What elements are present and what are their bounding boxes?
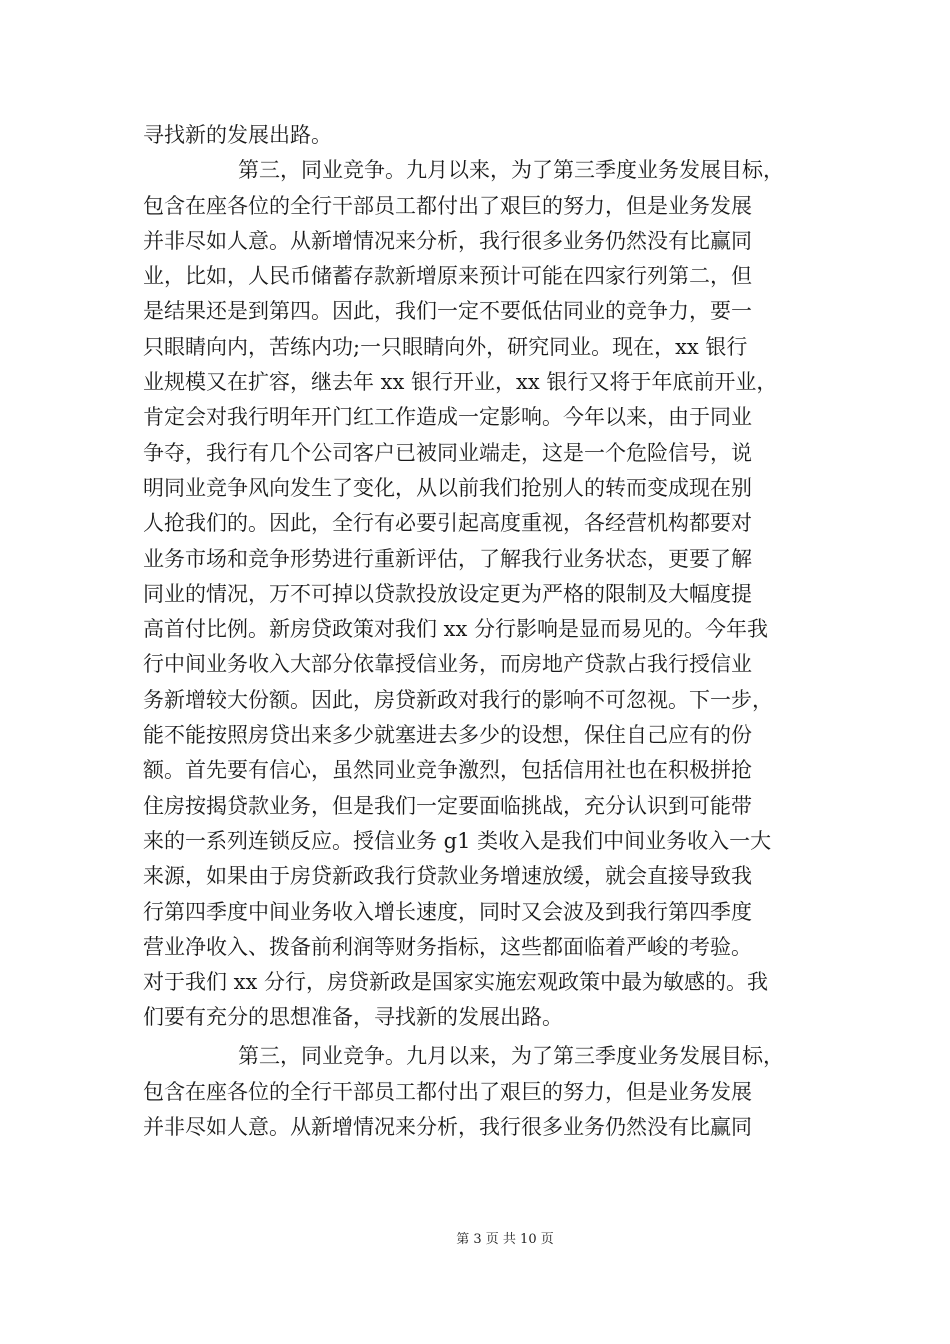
text-line: 行中间业务收入大部分依靠授信业务，而房地产贷款占我行授信业 bbox=[143, 652, 752, 677]
text-line: 住房按揭贷款业务，但是我们一定要面临挑战，充分认识到可能带 bbox=[143, 793, 752, 818]
text-line: 并非尽如人意。从新增情况来分析，我行很多业务仍然没有比赢同 bbox=[143, 1114, 752, 1139]
text-line: 营业净收入、拨备前利润等财务指标，这些都面临着严峻的考验。 bbox=[143, 934, 752, 959]
text-line: 能不能按照房贷出来多少就塞进去多少的设想，保住自己应有的份 bbox=[143, 723, 752, 748]
text-line: 争夺，我行有几个公司客户已被同业端走，这是一个危险信号，说 bbox=[143, 440, 752, 465]
text-line: 业规模又在扩容，继去年 xx 银行开业，xx 银行又将于年底前开业， bbox=[143, 370, 778, 395]
text-line: 肯定会对我行明年开门红工作造成一定影响。今年以来，由于同业 bbox=[143, 405, 752, 430]
text-line: 包含在座各位的全行干部员工都付出了艰巨的努力，但是业务发展 bbox=[143, 1079, 752, 1104]
text-line: 只眼睛向内，苦练内功;一只眼睛向外，研究同业。现在，xx 银行 bbox=[143, 334, 748, 359]
text-line: 是结果还是到第四。因此，我们一定不要低估同业的竞争力，要一 bbox=[143, 299, 752, 324]
paragraph-first-line: 第三，同业竞争。九月以来，为了第三季度业务发展目标， bbox=[238, 1044, 784, 1069]
page-number: 第 3 页 共 10 页 bbox=[456, 1232, 554, 1247]
text-line: 对于我们 xx 分行，房贷新政是国家实施宏观政策中最为敏感的。我 bbox=[143, 970, 769, 995]
text-line: 业，比如，人民币储蓄存款新增原来预计可能在四家行列第二，但 bbox=[143, 264, 752, 289]
paragraph-first-line: 第三，同业竞争。九月以来，为了第三季度业务发展目标， bbox=[238, 158, 784, 183]
document-body bbox=[143, 118, 823, 1145]
text-line: 并非尽如人意。从新增情况来分析，我行很多业务仍然没有比赢同 bbox=[143, 228, 752, 253]
text-line: 行第四季度中间业务收入增长速度，同时又会波及到我行第四季度 bbox=[143, 899, 752, 924]
text-line: 来源，如果由于房贷新政我行贷款业务增速放缓，就会直接导致我 bbox=[143, 864, 752, 889]
text-line: 务新增较大份额。因此，房贷新政对我行的影响不可忽视。下一步， bbox=[143, 687, 773, 712]
text-line: 同业的情况，万不可掉以贷款投放设定更为严格的限制及大幅度提 bbox=[143, 581, 752, 606]
text-line: 们要有充分的思想准备，寻找新的发展出路。 bbox=[143, 1005, 563, 1030]
text-line: 业务市场和竞争形势进行重新评估，了解我行业务状态，更要了解 bbox=[143, 546, 752, 571]
text-line: 来的一系列连锁反应。授信业务 g1 类收入是我们中间业务收入一大 bbox=[143, 828, 772, 853]
text-line: 包含在座各位的全行干部员工都付出了艰巨的努力，但是业务发展 bbox=[143, 193, 752, 218]
text-line: 人抢我们的。因此，全行有必要引起高度重视，各经营机构都要对 bbox=[143, 511, 752, 536]
text-line: 明同业竞争风向发生了变化，从以前我们抢别人的转而变成现在别 bbox=[143, 475, 752, 500]
text-line: 额。首先要有信心，虽然同业竞争激烈，包括信用社也在积极拼抢 bbox=[143, 758, 752, 783]
text-line: 高首付比例。新房贷政策对我们 xx 分行影响是显而易见的。今年我 bbox=[143, 617, 769, 642]
text-line: 寻找新的发展出路。 bbox=[143, 123, 332, 147]
